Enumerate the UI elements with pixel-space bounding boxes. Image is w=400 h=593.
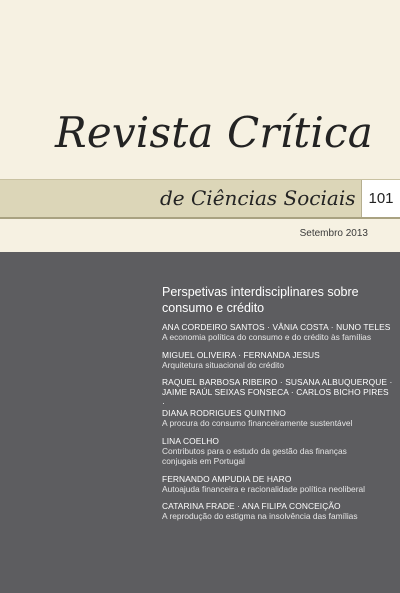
article-authors: DIANA RODRIGUES QUINTINO [162, 408, 286, 419]
article-title: Autoajuda financeira e racionalidade política neoliberal [162, 483, 365, 494]
article-title: conjugais em Portugal [162, 456, 245, 467]
article-title: Arquitetura situacional do crédito [162, 359, 284, 370]
article-item [162, 377, 394, 428]
article-item [162, 322, 394, 343]
article-title: Contributos para o estudo da gestão das finanças [162, 445, 347, 456]
article-title: A economia política do consumo e do crédito às famílias [162, 332, 372, 343]
article-authors: FERNANDO AMPUDIA DE HARO [162, 473, 292, 484]
article-authors: LINA COELHO [162, 435, 219, 446]
article-authors: ANA CORDEIRO SANTOS · VÂNIA COSTA · NUNO TELES [162, 322, 391, 332]
journal-title: Revista Crítica [55, 108, 373, 157]
article-list [162, 322, 394, 529]
article-authors: CATARINA FRADE · ANA FILIPA CONCEIÇÃO [162, 501, 341, 512]
article-authors: RAQUEL BARBOSA RIBEIRO · SUSANA ALBUQUERQUE · [162, 377, 393, 388]
journal-subtitle: de Ciências Sociais [160, 186, 356, 210]
issue-number: 101 [361, 180, 400, 217]
article-item [162, 501, 394, 522]
article-title: A reprodução do estigma na insolvência das famílias [162, 511, 358, 522]
article-title: A procura do consumo financeiramente sustentável [162, 418, 353, 429]
article-authors: JAIME RAÚL SEIXAS FONSECA · CARLOS BICHO PIRES · [162, 387, 389, 408]
article-item [162, 474, 394, 495]
issue-theme: Perspetivas interdisciplinares sobre consumo e crédito [162, 285, 359, 315]
issue-date: Setembro 2013 [299, 228, 368, 239]
article-item [162, 350, 394, 371]
article-item [162, 436, 394, 467]
article-authors: MIGUEL OLIVEIRA · FERNANDA JESUS [162, 349, 320, 360]
